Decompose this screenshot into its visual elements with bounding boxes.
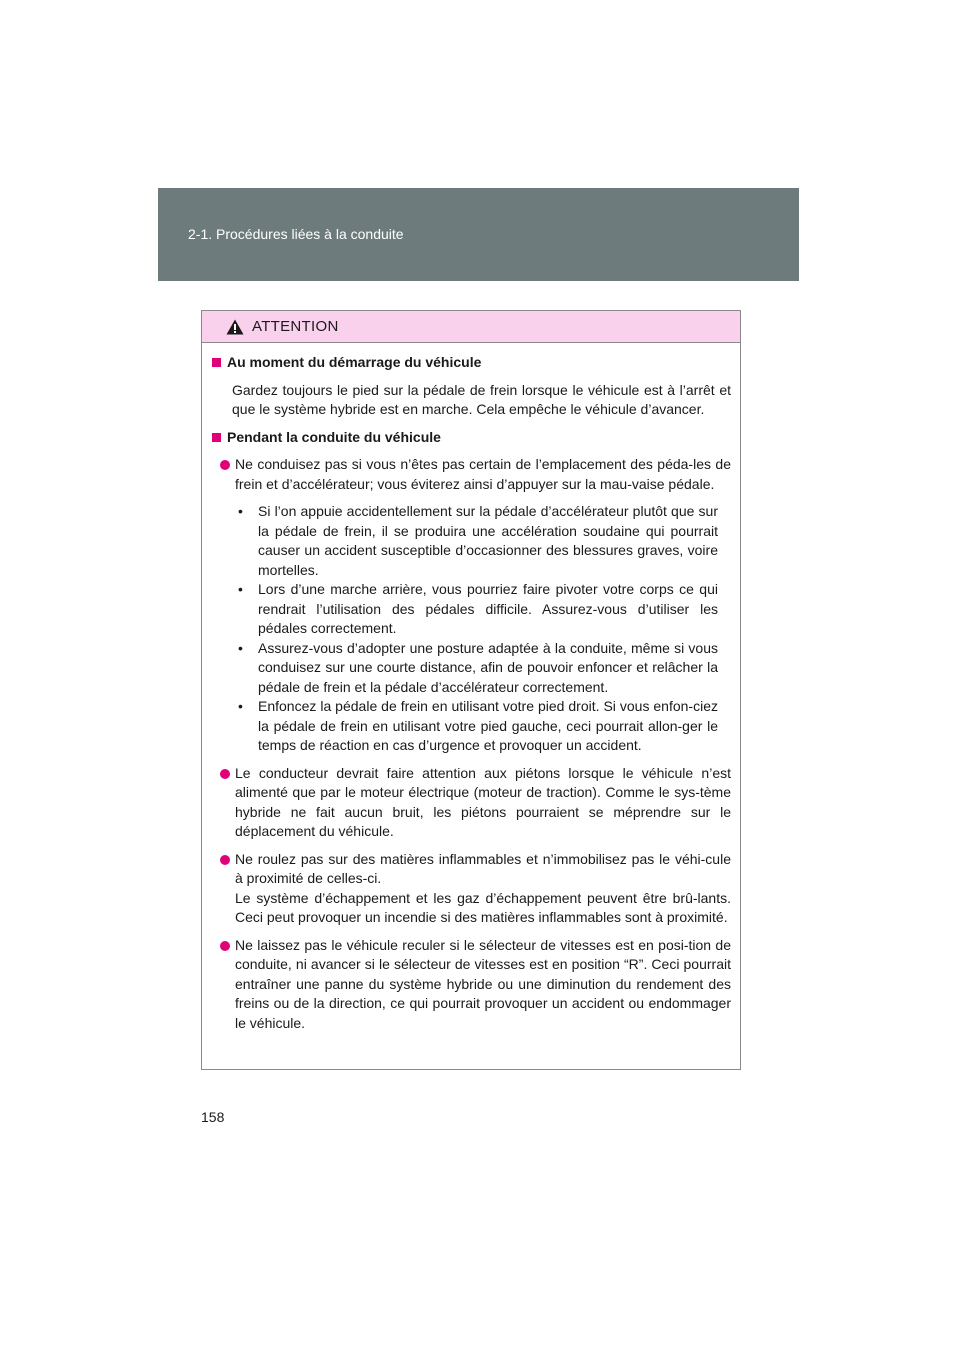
- sub-bullet-item: • Lors d’une marche arrière, vous pourriez faire pivoter votre corps ce qui rendrait l’utilisation des pédales difficile. Assurez-vous d’utiliser les pédales correctement.: [238, 580, 731, 639]
- breadcrumb: 2-1. Procédures liées à la conduite: [188, 226, 404, 242]
- bullet-text-continued: Le système d’échappement et les gaz d’échappement peuvent être brû-lants. Ceci peut provoquer un incendie si des matières inflammables sont à proximité.: [235, 889, 731, 925]
- section-heading-start: Au moment du démarrage du véhicule: [212, 353, 731, 373]
- bullet-item-flammable: [220, 850, 731, 928]
- round-bullet-icon: [220, 855, 230, 865]
- bullet-item-pedals: [220, 455, 731, 756]
- warning-triangle-icon: [226, 319, 244, 335]
- warning-body: [202, 343, 740, 1033]
- bullet-text: Ne laissez pas le véhicule reculer si le sélecteur de vitesses est en posi-tion de conduite, ni avancer si le sélecteur de vitesses est en position “R”. Ceci pourrait entraîner une panne du système hybride ou une diminution du rendement des freins ou de la direction, ce qui pourrait provoquer un accident ou endommager le véhicule.: [235, 936, 731, 1031]
- warning-header: [202, 311, 740, 343]
- bullet-text: Ne conduisez pas si vous n’êtes pas certain de l’emplacement des péda-les de frein et d’accélérateur; vous éviterez ainsi d’appuyer sur la mau-vaise pédale.: [235, 456, 731, 492]
- warning-title: ATTENTION: [252, 318, 339, 335]
- bullet-item-pedestrians: [220, 764, 731, 842]
- round-bullet-icon: [220, 769, 230, 779]
- sub-bullet-item: • Si l’on appuie accidentellement sur la pédale d’accélérateur plutôt que sur la pédale de frein, il se produira une accélération soudaine qui pourrait causer un accident susceptible d’occasionner des blessures graves, voire mortelles.: [238, 502, 731, 580]
- section-paragraph-start: Gardez toujours le pied sur la pédale de frein lorsque le véhicule est à l’arrêt et que le système hybride est en marche. Cela empêche le véhicule d’avancer.: [232, 381, 731, 417]
- bullet-text: Le conducteur devrait faire attention aux piétons lorsque le véhicule n’est alimenté que par le moteur électrique (moteur de traction). Comme le sys-tème hybride ne fait aucun bruit, les piétons pourraient se méprendre sur le déplacement du véhicule.: [235, 764, 731, 839]
- bullet-item-shift-lever: [220, 936, 731, 1034]
- page-number: 158: [201, 1109, 225, 1125]
- bullet-text: Ne roulez pas sur des matières inflammables et n’immobilisez pas le véhi-cule à proximité de celles-ci.: [235, 850, 731, 886]
- section-heading-driving: Pendant la conduite du véhicule: [212, 428, 731, 448]
- sub-bullet-mark: •: [238, 581, 243, 597]
- sub-bullet-item: • Assurez-vous d’adopter une posture adaptée à la conduite, même si vous conduisez sur une courte distance, afin de pouvoir enfoncer et relâcher la pédale de frein et la pédale d’accélérateur correctement.: [238, 639, 731, 698]
- sub-bullet-mark: •: [238, 698, 243, 714]
- sub-bullet-item: • Enfoncez la pédale de frein en utilisant votre pied droit. Si vous enfon-ciez la pédale de frein en utilisant votre pied gauche, ceci pourrait allon-ger le temps de réaction en cas d’urgence et provoquer un accident.: [238, 697, 731, 756]
- sub-bullet-mark: •: [238, 503, 243, 519]
- sub-bullet-mark: •: [238, 639, 243, 656]
- round-bullet-icon: [220, 460, 230, 470]
- sub-bullet-list: [235, 502, 731, 756]
- warning-box: [201, 310, 741, 1070]
- round-bullet-icon: [220, 941, 230, 951]
- square-bullet-icon: [212, 358, 221, 367]
- header-band: [158, 188, 799, 281]
- square-bullet-icon: [212, 433, 221, 442]
